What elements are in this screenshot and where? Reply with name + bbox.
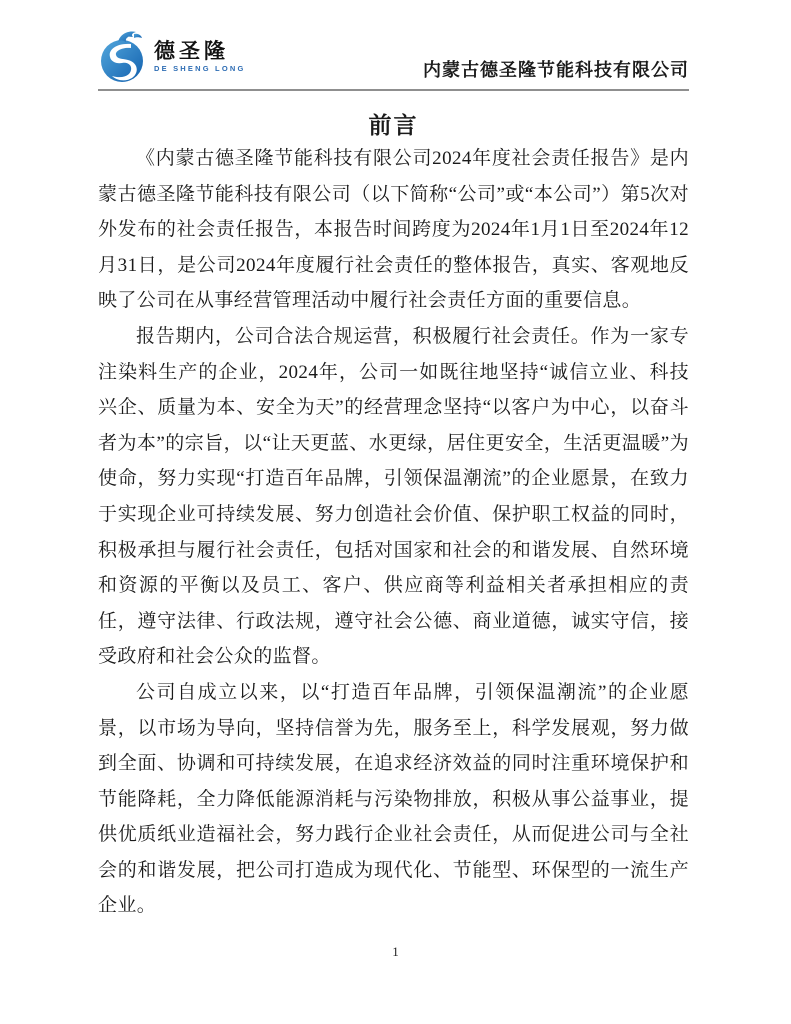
page-title: 前言 bbox=[368, 113, 419, 138]
header-company-name: 内蒙古德圣隆节能科技有限公司 bbox=[423, 60, 689, 80]
logo-name-cn: 德圣隆 bbox=[154, 40, 229, 64]
page-header bbox=[98, 30, 689, 91]
document-body bbox=[98, 141, 689, 924]
company-logo bbox=[98, 30, 246, 84]
paragraph-2: 报告期内，公司合法合规运营，积极履行社会责任。作为一家专注染料生产的企业，2024年，公司一如既往地坚持“诚信立业、科技兴企、质量为本、安全为天”的经营理念坚持“以客户为中心，以奋斗者为本”的宗旨，以“让天更蓝、水更绿，居住更安全，生活更温暖”为使命，努力实现“打造百年品牌，引领保温潮流”的企业愿景，在致力于实现企业可持续发展、努力创造社会价值、保护职工权益的同时，积极承担与履行社会责任，包括对国家和社会的和谐发展、自然环境和资源的平衡以及员工、客户、供应商等利益相关者承担相应的责任，遵守法律、行政法规，遵守社会公德、商业道德，诚实守信，接受政府和社会公众的监督。 bbox=[98, 325, 689, 668]
paragraph-1: 《内蒙古德圣隆节能科技有限公司2024年度社会责任报告》是内蒙古德圣隆节能科技有限公司（以下简称“公司”或“本公司”）第5次对外发布的社会责任报告，本报告时间跨度为2024年1月1日至2024年12月31日，是公司2024年度履行社会责任的整体报告，真实、客观地反映了公司在从事经营管理活动中履行社会责任方面的重要信息。 bbox=[98, 148, 689, 312]
paragraph-3: 公司自成立以来，以“打造百年品牌，引领保温潮流”的企业愿景，以市场为导向，坚持信誉为先，服务至上，科学发展观，努力做到全面、协调和可持续发展，在追求经济效益的同时注重环境保护和节能降耗，全力降低能源消耗与污染物排放，积极从事公益事业，提供优质纸业造福社会，努力践行企业社会责任，从而促进公司与全社会的和谐发展，把公司打造成为现代化、节能型、环保型的一流生产企业。 bbox=[98, 681, 689, 917]
dragon-s-circle-icon bbox=[98, 30, 150, 84]
logo-text bbox=[154, 41, 246, 73]
logo-name-en: DE SHENG LONG bbox=[154, 64, 246, 74]
page-number: 1 bbox=[392, 944, 399, 959]
